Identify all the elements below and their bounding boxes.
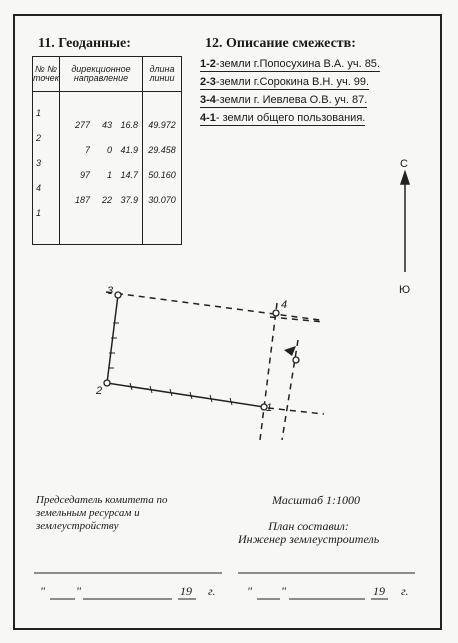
scale-label: Масштаб 1:1000 — [272, 493, 361, 507]
adjacency-item: 1-2-земли г.Попосухина В.А. уч. 85. — [200, 58, 380, 70]
point-label: 2 — [36, 132, 42, 143]
table-row: 7 0 41.9 — [84, 144, 138, 155]
plan-label-4: 4 — [281, 299, 288, 311]
chairman-title: Председатель комитета по земельным ресурсам и землеустройству — [36, 494, 168, 532]
header-direction: дирекционное направление — [60, 57, 143, 92]
date-right-open: " — [247, 584, 253, 598]
length-cell: 30.070 — [148, 194, 176, 205]
compass-south: Ю — [399, 284, 411, 296]
date-left-year: 19 — [180, 584, 192, 598]
length-cell: 49.972 — [148, 119, 176, 130]
date-left-open: " — [40, 584, 46, 598]
date-left-suffix: г. — [208, 584, 216, 598]
point-label: 1 — [36, 207, 42, 218]
date-right-close: " — [281, 584, 287, 598]
table-row: 277 43 16.8 — [74, 119, 138, 130]
date-left-close: " — [76, 584, 82, 598]
header-points: № № точек — [33, 57, 60, 92]
point-label: 3 — [36, 157, 42, 168]
plan-label-1: 1 — [266, 402, 273, 414]
point-label: 4 — [36, 182, 42, 193]
table-row: 97 1 14.7 — [79, 169, 138, 180]
point-label: 1 — [36, 107, 42, 118]
section-12-title: 12. Описание смежеств: — [205, 36, 356, 51]
date-right-year: 19 — [373, 584, 385, 598]
plan-label-3: 3 — [107, 285, 114, 297]
adjacency-item: 3-4-земли г. Иевлева О.В. уч. 87. — [200, 94, 368, 106]
table-row: 187 22 37.9 — [74, 194, 138, 205]
adjacency-item: 4-1- земли общего пользования. — [200, 112, 366, 124]
header-length: длина линии — [143, 57, 182, 92]
length-cell: 29.458 — [148, 144, 176, 155]
compass-north: С — [400, 158, 408, 170]
section-11-title: 11. Геоданные: — [38, 36, 131, 51]
adjacency-item: 2-3-земли г.Сорокина В.Н. уч. 99. — [200, 76, 370, 88]
plan-label-2: 2 — [96, 385, 103, 397]
composed-by: План составил: Инженер землеустроитель — [238, 519, 380, 546]
date-right-suffix: г. — [401, 584, 409, 598]
length-cell: 50.160 — [148, 169, 176, 180]
